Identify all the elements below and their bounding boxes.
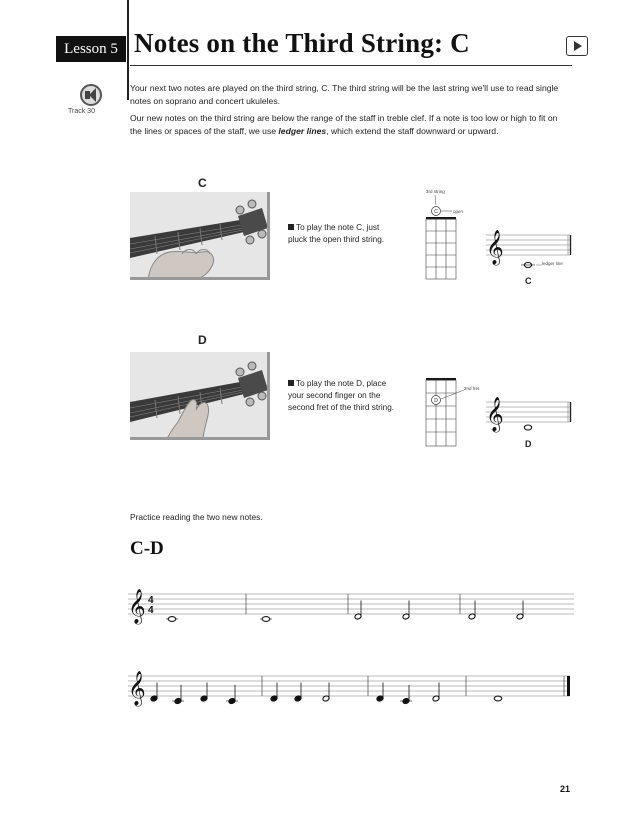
note-d-fret-chart — [412, 372, 482, 452]
note-d-half — [432, 683, 440, 702]
note-c-whole — [166, 617, 178, 622]
time-signature-bottom: 4 — [148, 605, 154, 616]
note-c-quarter — [226, 685, 238, 704]
note-d-half — [516, 601, 524, 620]
intro-paragraph-2 — [130, 112, 570, 137]
note-d-half — [354, 601, 362, 620]
note-d-staff — [482, 392, 577, 454]
note-d-photo — [130, 352, 270, 440]
lesson-badge: Lesson 5 — [56, 36, 126, 62]
note-c-instruction — [288, 222, 400, 246]
intro-paragraph-2-text-b: , which extend the staff downward or upward. — [326, 125, 499, 136]
note-d-quarter — [294, 683, 302, 702]
note-c-staff — [482, 225, 577, 295]
chart-label-arrow — [435, 195, 436, 205]
note-d-quarter — [150, 683, 158, 702]
note-d-quarter — [270, 683, 278, 702]
bullet-square-icon — [288, 380, 294, 386]
fret-grid — [426, 380, 456, 446]
staff-lines — [128, 676, 570, 696]
line-1-notes — [166, 601, 524, 622]
track-label: Track 30 — [68, 108, 95, 115]
final-barline — [567, 676, 570, 696]
staff-lines — [128, 594, 574, 614]
note-c-heading: C — [198, 176, 207, 190]
note-d-heading: D — [198, 333, 207, 347]
section-title: C-D — [130, 538, 164, 559]
bullet-square-icon — [288, 224, 294, 230]
note-c-fret-chart — [412, 185, 472, 293]
note-c-whole — [260, 617, 272, 622]
note-d-half — [402, 601, 410, 620]
treble-clef-icon: 𝄞 — [486, 398, 504, 431]
title-rule — [130, 65, 572, 66]
music-line-1 — [126, 580, 578, 630]
practice-instruction: Practice reading the two new notes. — [130, 512, 263, 522]
ukulele-open-string-illustration — [130, 192, 270, 280]
treble-clef-icon: 𝄞 — [128, 672, 146, 705]
note-c-instruction-text: To play the note C, just pluck the open third string. — [288, 223, 385, 244]
note-d-instruction — [288, 378, 400, 414]
note-d-whole — [494, 696, 502, 701]
time-signature-top: 4 — [148, 595, 154, 606]
play-video-icon[interactable] — [566, 36, 588, 56]
staff-note-label-c: C — [525, 276, 532, 286]
page-title: Notes on the Third String: C — [134, 28, 470, 58]
chart-string-label: 3rd string — [426, 189, 445, 194]
music-line-2 — [126, 662, 578, 712]
note-d-half — [468, 601, 476, 620]
note-d-half — [322, 683, 330, 702]
intro-paragraph-1: Your next two notes are played on the third string, C. The third string will be the last string we'll use to read single notes on soprano and concert ukuleles. — [130, 83, 559, 106]
note-c-quarter — [400, 685, 412, 704]
speaker-icon[interactable] — [80, 84, 102, 106]
page-number: 21 — [560, 784, 571, 794]
header-divider-line — [127, 0, 129, 100]
treble-clef-icon: 𝄞 — [128, 590, 146, 623]
note-d-quarter — [200, 683, 208, 702]
staff-note-label-d: D — [525, 439, 532, 449]
note-c-photo — [130, 192, 270, 280]
fret-grid — [426, 219, 456, 279]
ukulele-fretted-illustration — [130, 352, 270, 440]
chart-circle-letter: C — [434, 209, 438, 215]
treble-clef-icon: 𝄞 — [486, 231, 504, 264]
d-whole-note — [524, 425, 531, 430]
chart-open-label: open — [453, 209, 464, 214]
chart-circle-letter: D — [434, 398, 438, 404]
note-d-quarter — [376, 683, 384, 702]
chart-fret-label: 2nd fret — [464, 386, 480, 391]
ledger-label: ledger line — [542, 261, 563, 266]
ledger-lines-term: ledger lines — [278, 125, 327, 136]
intro-paragraph-2-text-a: Our new notes on the third string are below the range of the staff in treble clef. If a note is too low or high to fit on the lines or spaces of the staff, we use — [130, 113, 558, 136]
note-c-quarter — [172, 685, 184, 704]
note-d-instruction-text: To play the note D, place your second finger on the second fret of the third string. — [288, 379, 395, 412]
